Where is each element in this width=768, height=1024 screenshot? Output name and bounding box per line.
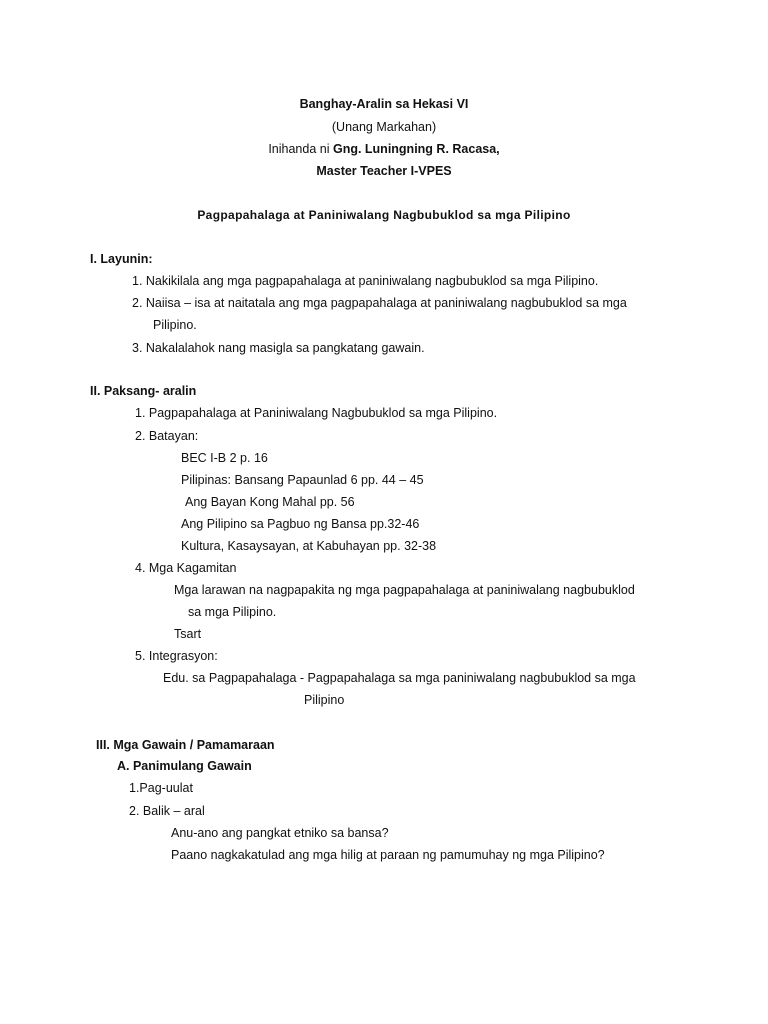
review-question: Anu-ano ang pangkat etniko sa bansa?: [171, 826, 389, 840]
prepared-by-line: [0, 141, 768, 157]
review-question: Paano nagkakatulad ang mga hilig at paraan ng pamumuhay ng mga Pilipino?: [171, 848, 605, 862]
procedure-item: 1.Pag-uulat: [129, 781, 193, 795]
lesson-title: Pagpapahalaga at Paniniwalang Nagbubuklod sa mga Pilipino: [197, 208, 571, 222]
author-position: Master Teacher I-VPES: [316, 164, 452, 178]
material-item: Tsart: [174, 627, 202, 641]
objectives-heading: I. Layunin:: [90, 252, 153, 266]
reference-item: BEC I-B 2 p. 16: [181, 451, 268, 465]
integration-label: 5. Integrasyon:: [135, 649, 218, 663]
integration-item-continuation: Pilipino: [304, 693, 345, 707]
reference-item: Ang Bayan Kong Mahal pp. 56: [185, 495, 355, 509]
topic-item: 1. Pagpapahalaga at Paniniwalang Nagbubuklod sa mga Pilipino.: [135, 406, 498, 420]
subject-matter-heading: II. Paksang- aralin: [90, 384, 197, 398]
author-name: Gng. Luningning R. Racasa,: [332, 142, 500, 156]
material-item-continuation: sa mga Pilipino.: [188, 605, 277, 619]
objective-item: 1. Nakikilala ang mga pagpapahalaga at paniniwalang nagbubuklod sa mga Pilipino.: [132, 274, 599, 288]
prepared-by-prefix: Inihanda ni: [268, 142, 333, 156]
objective-item: 3. Nakalalahok nang masigla sa pangkatang gawain.: [132, 341, 425, 355]
quarter-label: (Unang Markahan): [331, 120, 437, 134]
integration-item: Edu. sa Pagpapahalaga - Pagpapahalaga sa mga paniniwalang nagbubuklod sa mga: [163, 671, 636, 685]
procedure-subheading: A. Panimulang Gawain: [117, 759, 252, 773]
reference-item: Ang Pilipino sa Pagbuo ng Bansa pp.32-46: [181, 517, 420, 531]
reference-item: Pilipinas: Bansang Papaunlad 6 pp. 44 – 45: [181, 473, 424, 487]
references-label: 2. Batayan:: [135, 429, 199, 443]
materials-label: 4. Mga Kagamitan: [135, 561, 237, 575]
procedure-item: 2. Balik – aral: [129, 804, 205, 818]
material-item: Mga larawan na nagpapakita ng mga pagpapahalaga at paniniwalang nagbubuklod: [174, 583, 635, 597]
procedure-heading: III. Mga Gawain / Pamamaraan: [96, 738, 275, 752]
document-title: Banghay-Aralin sa Hekasi VI: [299, 97, 469, 111]
reference-item: Kultura, Kasaysayan, at Kabuhayan pp. 32-38: [181, 539, 437, 553]
objective-item-continuation: Pilipino.: [153, 318, 197, 332]
objective-item: 2. Naiisa – isa at naitatala ang mga pagpapahalaga at paniniwalang nagbubuklod sa mga: [132, 296, 627, 310]
